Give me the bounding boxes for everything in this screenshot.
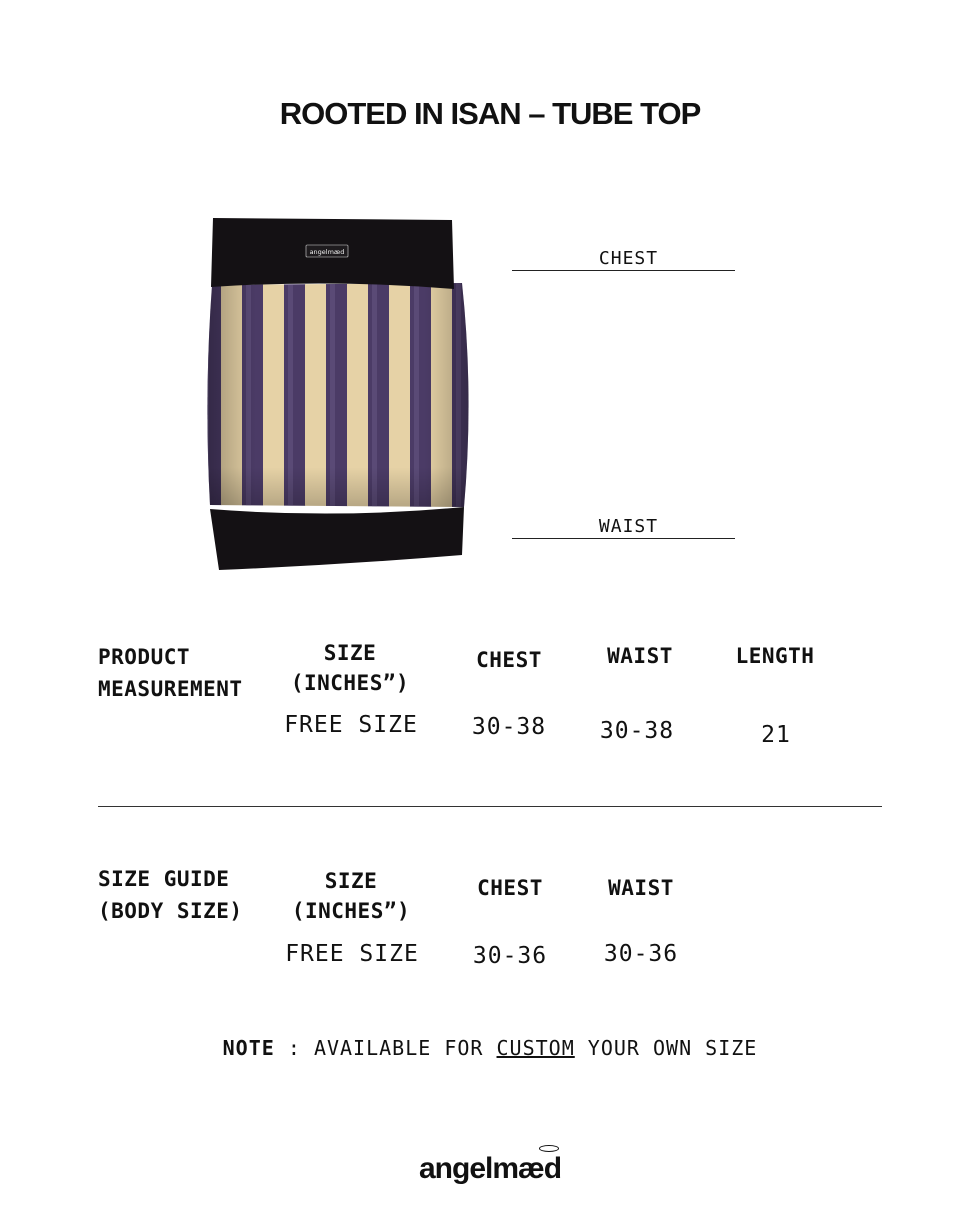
pm-header-waist: WAIST xyxy=(607,644,673,668)
product-measurement-label xyxy=(98,641,243,705)
waist-marker xyxy=(512,516,735,539)
size-guide-label-line1: SIZE GUIDE xyxy=(98,867,230,891)
pm-header-size-line2: (INCHES”) xyxy=(290,671,410,695)
brand-wordmark: angelmæd xyxy=(418,1152,562,1185)
custom-link[interactable]: CUSTOM xyxy=(496,1036,575,1060)
pm-header-chest: CHEST xyxy=(476,648,542,672)
custom-size-note xyxy=(0,1036,980,1060)
sg-header-waist: WAIST xyxy=(608,876,674,900)
pm-value-size: FREE SIZE xyxy=(284,712,418,738)
chest-marker-label: CHEST xyxy=(598,248,659,269)
bottom-band xyxy=(210,507,464,570)
tube-top-illustration xyxy=(200,215,480,575)
pm-value-length: 21 xyxy=(761,722,791,748)
section-divider xyxy=(98,806,882,807)
sg-value-chest: 30-36 xyxy=(472,943,548,969)
pm-value-chest: 30-38 xyxy=(471,714,547,740)
halo-icon xyxy=(539,1145,559,1152)
sg-header-size-line1: SIZE xyxy=(324,869,378,893)
waist-marker-label: WAIST xyxy=(598,516,659,537)
note-prefix: NOTE xyxy=(222,1036,275,1060)
product-measurement-label-line2: MEASUREMENT xyxy=(98,677,243,701)
pm-header-size xyxy=(280,638,420,698)
note-separator: : xyxy=(274,1036,314,1060)
product-measurement-label-line1: PRODUCT xyxy=(98,645,191,669)
product-image xyxy=(200,215,480,575)
page-title: ROOTED IN ISAN – TUBE TOP xyxy=(279,96,701,131)
pm-header-size-line1: SIZE xyxy=(323,641,377,665)
size-guide-label xyxy=(98,863,243,927)
garment-tag-label: angelmæd xyxy=(309,248,345,256)
sg-header-size xyxy=(281,866,421,926)
size-guide-label-line2: (BODY SIZE) xyxy=(98,899,243,923)
pm-header-length: LENGTH xyxy=(735,644,815,668)
sg-value-waist: 30-36 xyxy=(603,941,679,967)
sg-value-size: FREE SIZE xyxy=(285,941,419,967)
sg-header-chest: CHEST xyxy=(477,876,543,900)
sg-header-size-line2: (INCHES”) xyxy=(291,899,411,923)
fabric-stripe xyxy=(473,275,480,515)
note-text-after: YOUR OWN SIZE xyxy=(574,1036,758,1060)
chest-marker xyxy=(512,248,735,271)
brand-logo xyxy=(0,1152,980,1186)
pm-value-waist: 30-38 xyxy=(599,718,675,744)
note-text-before: AVAILABLE FOR xyxy=(313,1036,497,1060)
